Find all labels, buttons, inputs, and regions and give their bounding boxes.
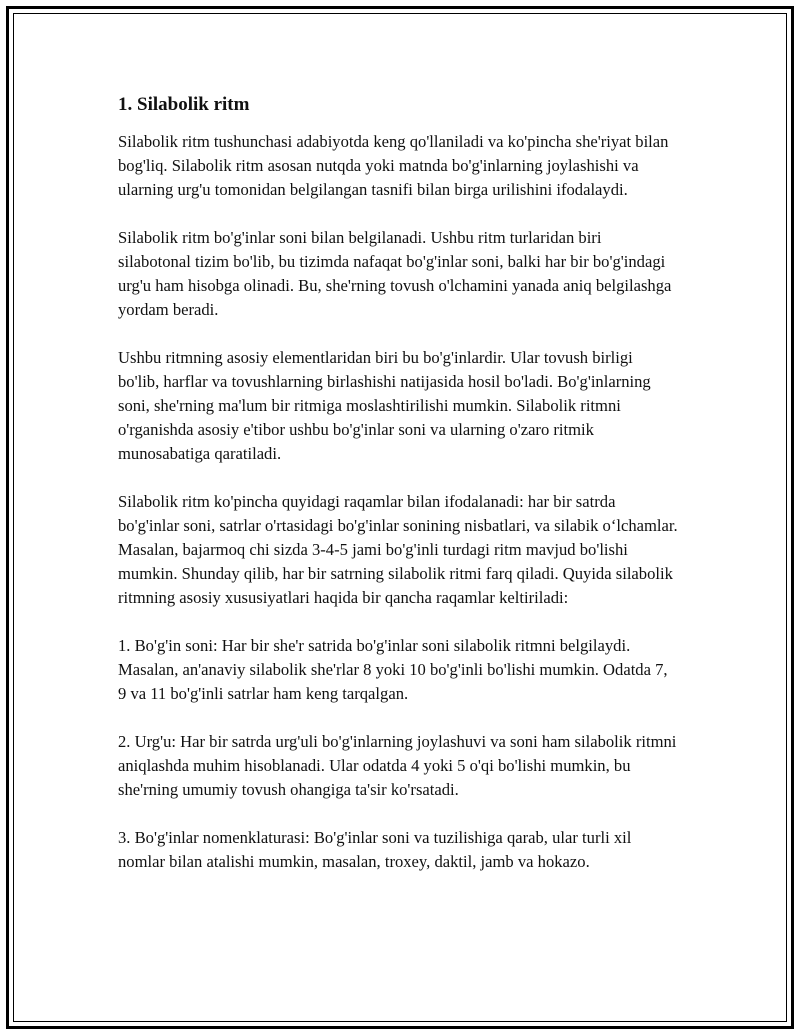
- list-item-2: 2. Urg'u: Har bir satrda urg'uli bo'g'inlarning joylashuvi va soni ham silabolik ritmni aniqlashda muhim hisoblanadi. Ular odatda 4 yoki 5 o'qi bo'lishi mumkin, bu she'rning umumiy tovush ohangiga ta'sir ko'rsatadi.: [118, 732, 677, 799]
- section-heading: 1. Silabolik ritm: [118, 94, 250, 115]
- paragraph-1: Silabolik ritm tushunchasi adabiyotda keng qo'llaniladi va ko'pincha she'riyat bilan bog'liq. Silabolik ritm asosan nutqda yoki matnda bo'g'inlarning joylashishi va ularning urg'u tomonidan belgilangan tasnifi bilan birga urilishini ifodalaydi.: [118, 132, 669, 199]
- list-item-3: 3. Bo'g'inlar nomenklaturasi: Bo'g'inlar soni va tuzilishiga qarab, ular turli xil nomlar bilan atalishi mumkin, masalan, troxey, daktil, jamb va hokazo.: [118, 828, 632, 871]
- document-body: [118, 92, 678, 898]
- paragraph-4: Silabolik ritm ko'pincha quyidagi raqamlar bilan ifodalanadi: har bir satrda bo'g'inlar soni, satrlar o'rtasidagi bo'g'inlar sonining nisbatlari, va silabik o‘lchamlar. Masalan, bajarmoq chi sizda 3-4-5 jami bo'g'inli turdagi ritm mavjud bo'lishi mumkin. Shunday qilib, har bir satrning silabolik ritmi farq qiladi. Quyida silabolik ritmning asosiy xususiyatlari haqida bir qancha raqamlar keltiriladi:: [118, 492, 678, 607]
- paragraph-2: Silabolik ritm bo'g'inlar soni bilan belgilanadi. Ushbu ritm turlaridan biri silabotonal tizim bo'lib, bu tizimda nafaqat bo'g'inlar soni, balki har bir bo'g'indagi urg'u ham hisobga olinadi. Bu, she'rning tovush o'lchamini yanada aniq belgilashga yordam beradi.: [118, 228, 672, 319]
- list-item-1: 1. Bo'g'in soni: Har bir she'r satrida bo'g'inlar soni silabolik ritmni belgilaydi. Masalan, an'anaviy silabolik she'rlar 8 yoki 10 bo'g'inli bo'lishi mumkin. Odatda 7, 9 va 11 bo'g'inli satrlar ham keng tarqalgan.: [118, 636, 668, 703]
- paragraph-3: Ushbu ritmning asosiy elementlaridan biri bu bo'g'inlardir. Ular tovush birligi bo'lib, harflar va tovushlarning birlashishi natijasida hosil bo'ladi. Bo'g'inlarning soni, she'rning ma'lum bir ritmiga moslashtirilishi mumkin. Silabolik ritmni o'rganishda asosiy e'tibor ushbu bo'g'inlar soni va ularning o'zaro ritmik munosabatiga qaratiladi.: [118, 348, 651, 463]
